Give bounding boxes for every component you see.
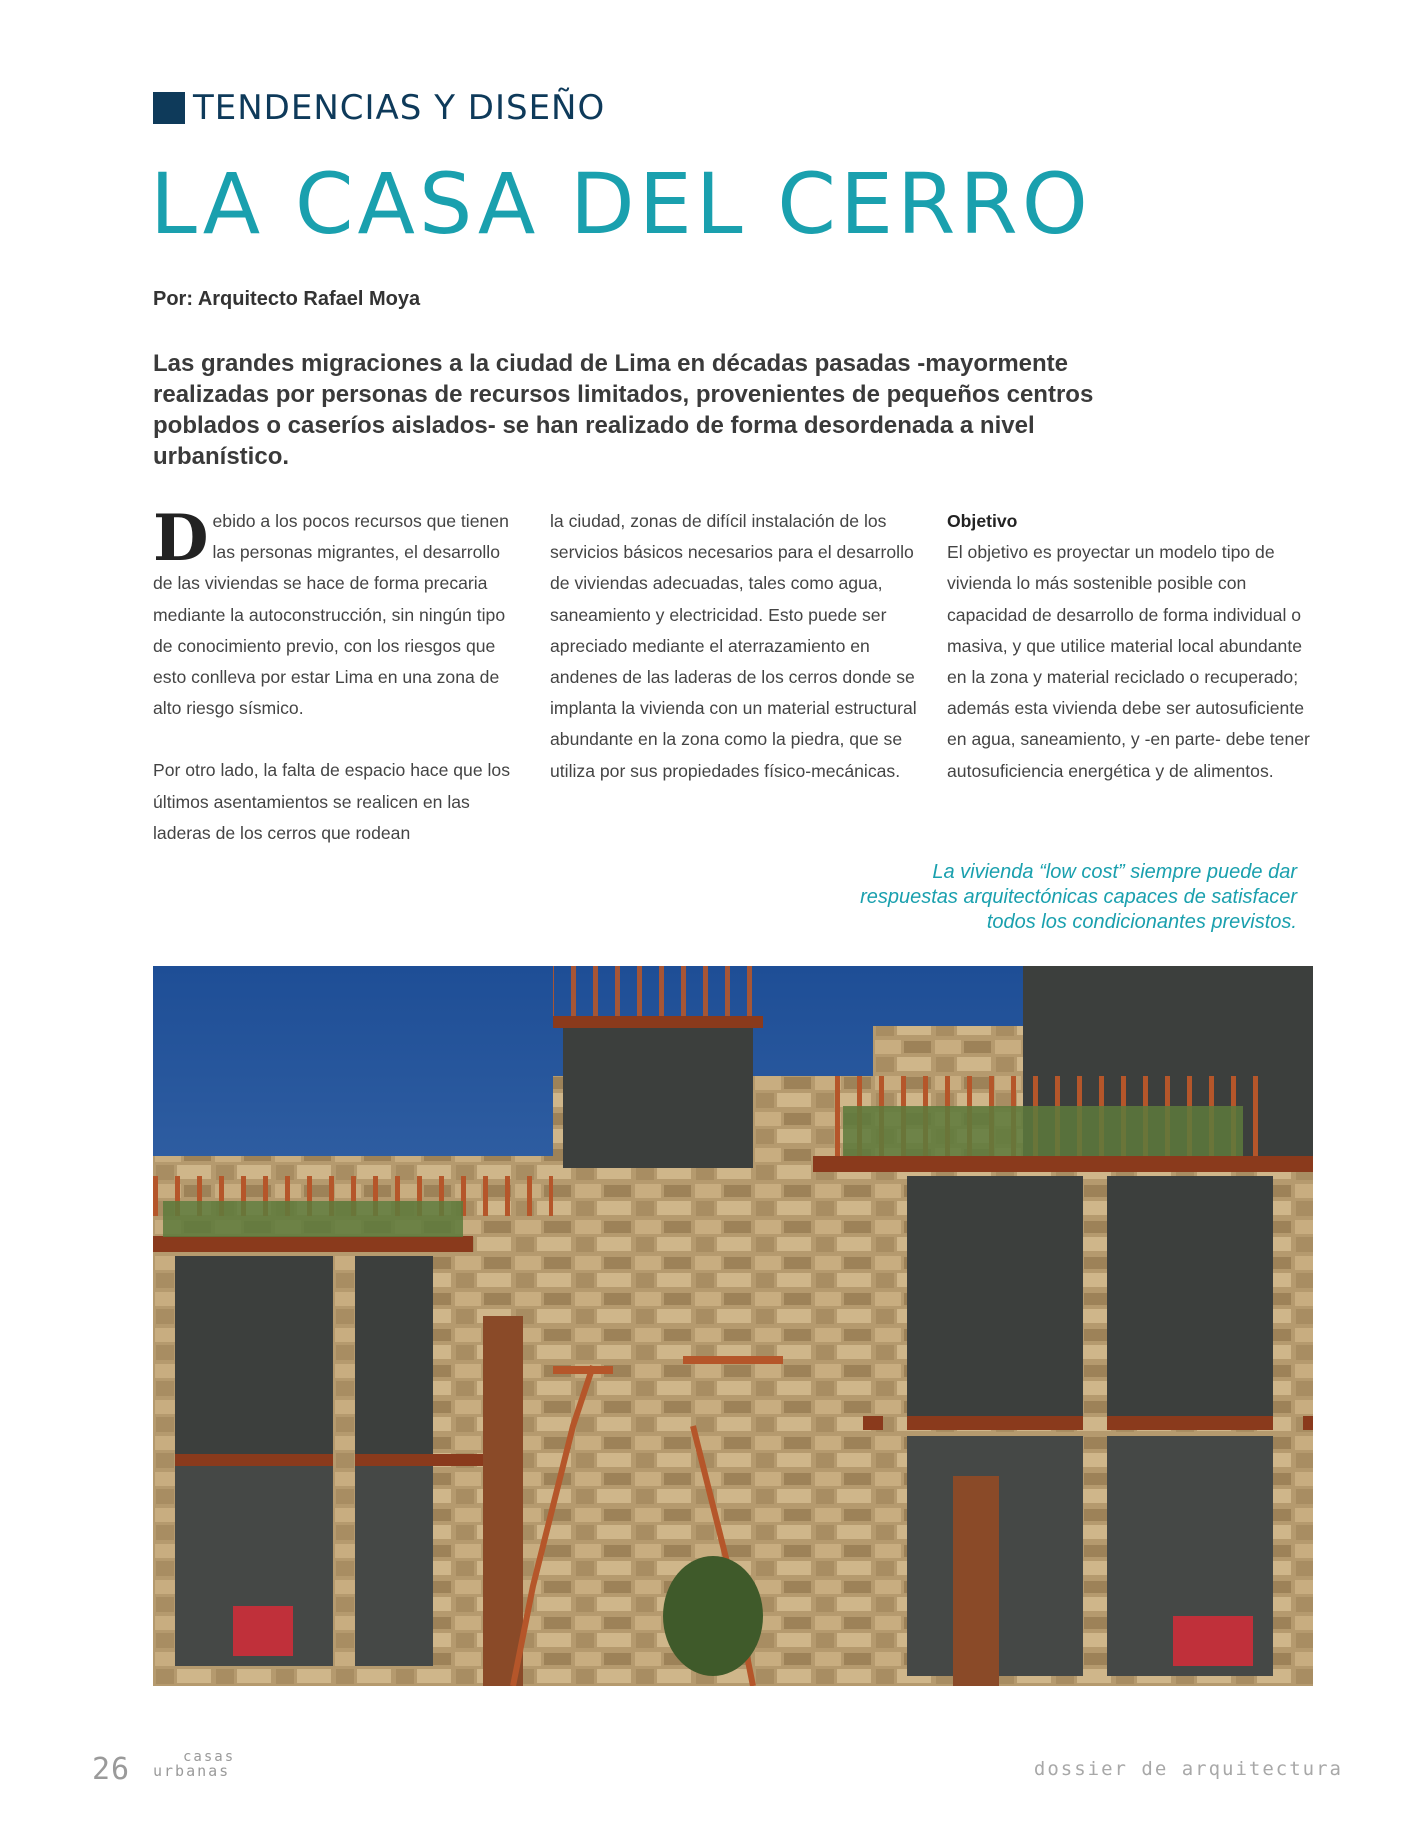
article-byline: Por: Arquitecto Rafael Moya xyxy=(153,288,421,310)
section-tag xyxy=(153,88,605,128)
objective-heading: Objetivo xyxy=(947,511,1018,531)
drop-cap: D xyxy=(153,501,209,576)
text-column-2 xyxy=(550,506,920,787)
paragraph: la ciudad, zonas de difícil instalación de los servicios básicos necesarios para el desarrollo de viviendas adecuadas, tales como agua, saneamiento y electricidad. Esto puede ser apreciado mediante el aterrazamiento en andenes de las laderas de los cerros donde se implanta la vivienda con un material estructural abundante en la zona como la piedra, que se utiliza por sus propiedades físico-mecánicas. xyxy=(550,511,917,781)
section-label: TENDENCIAS Y DISEÑO xyxy=(193,88,606,128)
architecture-render-image xyxy=(153,966,1313,1686)
paragraph: El objetivo es proyectar un modelo tipo de vivienda lo más sostenible posible con capacidad de desarrollo de forma individual o masiva, y que utilice material local abundante en la zona y material reciclado o recuperado; además esta vivienda debe ser autosuficiente en agua, saneamiento, y -en parte- debe tener autosuficiencia energética y de alimentos. xyxy=(947,542,1310,781)
article-lead: Las grandes migraciones a la ciudad de Lima en décadas pasadas -mayormente realizadas por personas de recursos limitados, provenientes de pequeños centros poblados o caseríos aislados- se han realizado de forma desordenada a nivel urbanístico. xyxy=(153,350,1094,470)
page-number: 26 xyxy=(92,1752,131,1787)
publication-logo xyxy=(153,1750,253,1778)
logo-line-2: urbanas xyxy=(153,1762,231,1780)
pull-quote: La vivienda “low cost” siempre puede dar respuestas arquitectónicas capaces de satisfacer todos los condicionantes previstos. xyxy=(860,861,1297,933)
paragraph: Por otro lado, la falta de espacio hace que los últimos asentamientos se realicen en las laderas de los cerros que rodean xyxy=(153,760,510,843)
paragraph-text: ebido a los pocos recursos que tienen las personas migrantes, el desarrollo de las viviendas se hace de forma precaria mediante la autoconstrucción, sin ningún tipo de conocimiento previo, con los riesgos que esto conlleva por estar Lima en una zona de alto riesgo sísmico. xyxy=(153,511,509,719)
text-column-3 xyxy=(947,506,1317,787)
logo-line-1: casas xyxy=(183,1749,236,1765)
article-title: LA CASA DEL CERRO xyxy=(150,155,1092,253)
paragraph xyxy=(153,501,523,724)
section-square-icon xyxy=(153,92,185,124)
text-column-1 xyxy=(153,501,523,849)
section-footer-label: dossier de arquitectura xyxy=(1033,1758,1343,1780)
